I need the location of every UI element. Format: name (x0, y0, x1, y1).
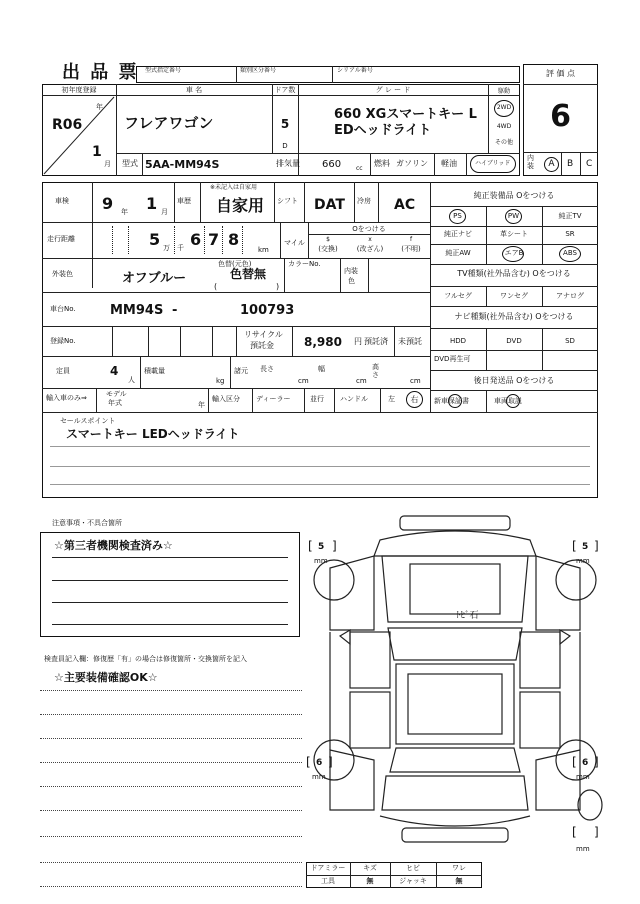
shaken-month: 1 (146, 194, 158, 213)
grade-line-2: EDヘッドライト (334, 123, 432, 138)
ruibetsu-label: 類別区分番号 (240, 67, 277, 74)
iro-value: 色替無 (230, 267, 267, 281)
cooler-value: AC (394, 197, 416, 213)
fumei-label: (不明) (401, 245, 421, 253)
man-unit: 万 (163, 244, 170, 252)
fuel-diesel: 軽油 (441, 159, 457, 168)
handle-left: 左 (388, 395, 395, 403)
o-tsukeru-label: Oをつける (352, 225, 386, 233)
shaken-year: 9 (102, 194, 114, 213)
haba-label: 幅 (318, 365, 325, 373)
chassis-model: MM94S (110, 303, 164, 318)
tire-rr-mm: mm (576, 773, 590, 781)
exterior-color: オフブルー (122, 271, 187, 286)
evaluation-label: 評 価 点 (545, 69, 576, 78)
displacement-value: 660 (322, 159, 342, 170)
tire-fl-mm: mm (314, 557, 328, 565)
spare-bracket-r: ] (594, 825, 599, 839)
interior-grade-b: B (567, 159, 574, 169)
kokan-label: (交換) (318, 245, 338, 253)
airbag-label: エアB (504, 249, 524, 257)
teiin-label: 定員 (56, 367, 70, 375)
sd-label: SD (565, 337, 575, 345)
fuel-label: 燃料 (374, 159, 390, 168)
katashiki-label: 型式 (122, 159, 138, 168)
first-registration-label: 初年度登録 (61, 86, 97, 94)
jack-label: ジャッキ (399, 877, 427, 885)
navi-type-label: ナビ種類(社外品含む) Oをつける (454, 312, 574, 321)
notes-line-2: ☆主要装備確認OK☆ (54, 671, 158, 684)
model-line-1: モデル (106, 390, 127, 398)
tire-fr-depth: 5 (582, 542, 589, 552)
iro-label: 色替(元色) (218, 260, 252, 268)
sr-label: SR (565, 230, 575, 238)
import-label: 輸入車のみ⇒ (46, 394, 87, 402)
tire-fl-bracket-r: ] (332, 539, 337, 553)
dvd-play-label: DVD再生可 (434, 355, 471, 363)
tire-fl-bracket-l: [ (308, 539, 313, 553)
interior-grade-c: C (586, 159, 593, 169)
kougu-label: 工具 (321, 877, 335, 885)
door-mirror-label: ドアミラー (310, 864, 346, 872)
doors-label: ドア数 (274, 86, 296, 94)
shift-label: シフト (277, 197, 298, 205)
naisou-iro-label: 色 (348, 277, 355, 285)
chassis-label: 車台No. (50, 305, 76, 313)
notes-line-1: ☆第三者機関検査済み☆ (54, 539, 173, 552)
yen-unit: 円 (354, 337, 362, 346)
mileage-digit-2: 6 (190, 230, 202, 249)
fullseg-label: フルセグ (444, 292, 472, 300)
displacement-label: 排気量 (276, 159, 300, 168)
tire-rl-depth: 6 (316, 758, 323, 768)
tire-rl-bracket-l: [ (306, 755, 311, 769)
gojitsu-label: 後日発送品 Oをつける (473, 376, 555, 385)
teiin-value: 4 (110, 364, 119, 378)
drive-4wd: 4WD (496, 123, 512, 130)
doors-d: D (282, 142, 288, 150)
nagasa-label: 長さ (260, 365, 274, 373)
shift-value: DAT (314, 197, 345, 213)
sekisai-label: 積載量 (144, 367, 165, 375)
sen-unit: 千 (177, 244, 184, 252)
junsei-label: 純正装備品 Oをつける (473, 191, 555, 200)
mileage-digit-1: 5 (149, 230, 161, 249)
abs-label: ABS (563, 249, 577, 257)
registration-month: 1 (92, 144, 102, 160)
paren-left: ( (214, 282, 218, 291)
mileage-digit-4: 8 (228, 230, 240, 249)
torisetsu-label: 車両取説 (494, 397, 522, 405)
interior-label: 内装 (527, 154, 534, 170)
tv-type-label: TV種類(社外品含む) Oをつける (457, 269, 571, 278)
paren-right: ) (276, 282, 280, 291)
registration-year: R06 (52, 117, 83, 133)
katashiki-value: 5AA-MM94S (145, 158, 220, 171)
fuel-gasoline: ガソリン (396, 159, 428, 168)
kaizan-symbol: x (368, 236, 372, 243)
car-name: フレアワゴン (124, 114, 214, 132)
recycle-line-2: 預託金 (250, 341, 274, 350)
taka-cm: cm (410, 377, 421, 385)
pw-label: PW (507, 212, 520, 220)
month-unit: 月 (104, 160, 111, 168)
mile-label: マイル (284, 239, 305, 247)
tire-rr-bracket-l: [ (572, 755, 577, 769)
gaisou-label: 外装色 (52, 270, 73, 278)
jnavi-label: 純正ナビ (444, 230, 472, 238)
jtv-label: 純正TV (558, 212, 582, 220)
heikou-option: 並行 (310, 395, 324, 403)
naga-cm: cm (298, 377, 309, 385)
drive-label: 駆動 (497, 88, 510, 95)
import-kubun-label: 輸入区分 (212, 395, 240, 403)
color-no-label: カラーNo. (288, 260, 321, 268)
takasa-label-1: 高 (372, 363, 379, 371)
tire-rl-bracket-r: ] (328, 755, 333, 769)
takuzumi-label: 預託済 (364, 337, 388, 346)
kaizan-label: (改ざん) (356, 245, 384, 253)
tire-rr-depth: 6 (582, 758, 589, 768)
dvd-label: DVD (506, 337, 522, 345)
hibi-label: ヒビ (406, 864, 420, 872)
hdd-label: HDD (449, 337, 467, 345)
rireki-label: 車歴 (177, 197, 191, 205)
mileage-digit-3: 7 (208, 230, 220, 249)
interior-grade-a: A (548, 159, 555, 169)
rireki-value: 自家用 (216, 196, 265, 215)
kougu-value: 無 (366, 877, 374, 885)
leather-label: 革シート (500, 230, 528, 238)
sales-point-text: スマートキー LEDヘッドライト (66, 427, 240, 441)
tire-fr-bracket-l: [ (572, 539, 577, 553)
shaken-month-unit: 月 (161, 208, 168, 216)
haba-cm: cm (356, 377, 367, 385)
km-unit: km (258, 246, 269, 254)
notes-label: 注意事項・不具合箇所 (52, 519, 122, 527)
kokan-symbol: $ (326, 236, 330, 243)
doors-value: 5 (280, 117, 290, 131)
spare-tire-icon (576, 788, 604, 822)
mitaku-label: 未預託 (398, 337, 422, 346)
rireki-note: ※未記入は自家用 (210, 184, 258, 191)
drive-2wd: 2WD (496, 104, 512, 111)
chassis-dash: - (172, 303, 178, 318)
inspector-note: 検査員記入欄：修復歴「有」の場合は修復箇所・交換箇所を記入 (44, 655, 247, 663)
dealer-option: ディーラー (256, 395, 291, 403)
handle-label: ハンドル (340, 395, 368, 403)
kizu-label: キズ (363, 864, 377, 872)
tire-fr-mm: mm (576, 557, 590, 565)
ps-label: PS (453, 212, 462, 220)
year-unit: 年 (96, 103, 103, 111)
chassis-number: 100793 (240, 303, 295, 318)
handle-right: 右 (410, 395, 419, 404)
drive-other: その他 (494, 139, 513, 146)
shaken-year-unit: 年 (121, 208, 128, 216)
nin-unit: 人 (128, 376, 135, 384)
ware-label: ワレ (452, 864, 466, 872)
windshield-chip-note: ﾄﾋﾞ石 (456, 611, 479, 621)
grade-line-1: 660 XGスマートキー L (334, 107, 477, 122)
shaken-label: 車検 (55, 197, 69, 205)
tire-fl-depth: 5 (318, 542, 325, 552)
takasa-label-2: さ (372, 371, 379, 379)
model-nen: 年 (198, 401, 205, 409)
model-line-2: 年式 (108, 399, 122, 407)
header-number-strip (136, 66, 520, 83)
analog-label: アナログ (556, 292, 584, 300)
recycle-line-1: リサイクル (244, 330, 283, 339)
car-name-label: 車 名 (185, 86, 203, 94)
tire-rr-bracket-r: ] (594, 755, 599, 769)
kg-unit: kg (216, 377, 225, 385)
katashiki-shitei-label: 型式指定番号 (145, 67, 182, 74)
fuel-hybrid: ハイブリッド (475, 160, 511, 167)
cc-unit: cc (356, 165, 363, 172)
jack-value: 無 (455, 877, 463, 885)
document-title: 出 品 票 (62, 62, 139, 83)
mileage-label: 走行距離 (47, 235, 75, 243)
tire-fr-bracket-r: ] (594, 539, 599, 553)
evaluation-score: 6 (550, 99, 571, 134)
cooler-label: 冷房 (357, 197, 371, 205)
spare-bracket-l: [ (572, 825, 577, 839)
car-damage-diagram (310, 510, 600, 850)
fumei-symbol: f (409, 236, 413, 243)
tire-rl-mm: mm (312, 773, 326, 781)
hosho-label: 新車保証書 (434, 397, 469, 405)
naisou-label: 内装 (344, 267, 358, 275)
spare-mm: mm (576, 845, 590, 853)
shogen-label: 諸元 (234, 367, 248, 375)
recycle-value: 8,980 (304, 335, 342, 349)
oneseg-label: ワンセグ (500, 292, 528, 300)
grade-label: グ レ ー ド (375, 86, 411, 94)
sales-point-label: セールスポイント (60, 417, 116, 425)
toroku-label: 登録No. (50, 337, 76, 345)
serial-label: シリアル番号 (337, 67, 373, 74)
jaw-label: 純正AW (445, 249, 471, 257)
